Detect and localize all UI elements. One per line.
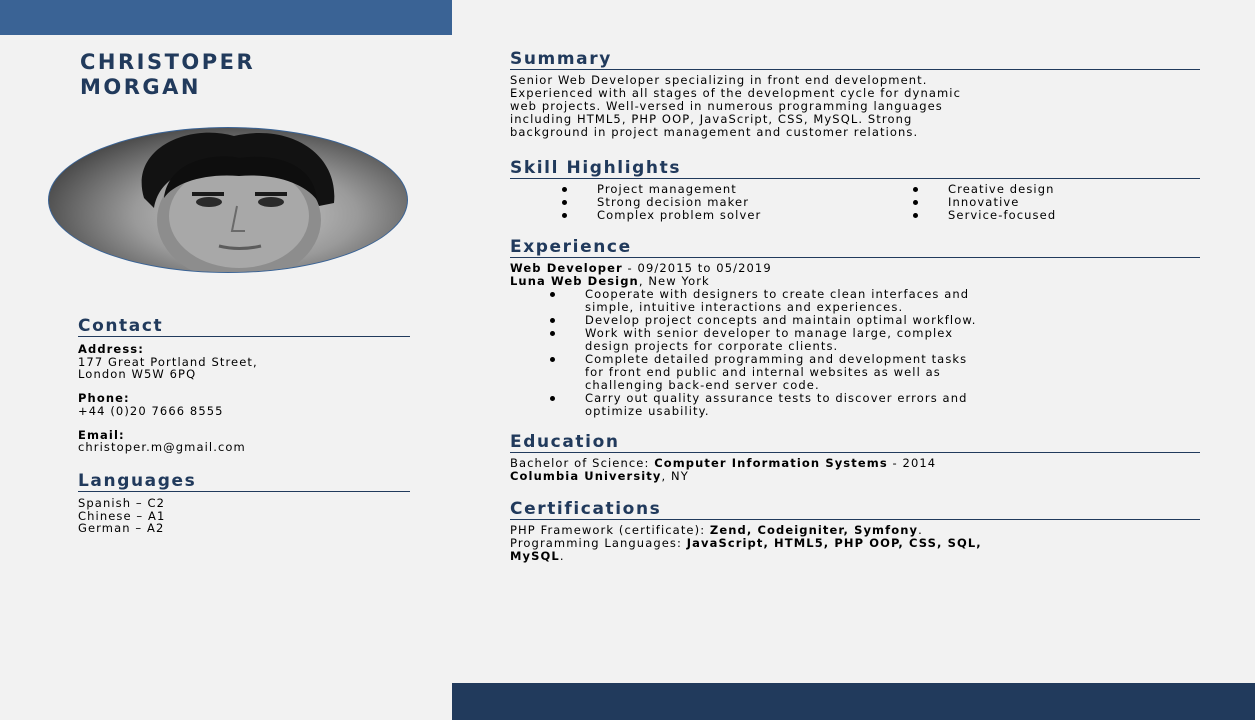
last-name: MORGAN <box>80 75 201 99</box>
summary-section <box>510 50 1200 139</box>
summary-line: including HTML5, PHP OOP, JavaScript, CSS, MySQL. Strong <box>510 112 913 126</box>
contact-heading: Contact <box>78 316 410 337</box>
experience-line: Work with senior developer to manage large, complex <box>585 326 954 340</box>
profile-photo <box>48 127 408 273</box>
address-label: Address: <box>78 342 144 356</box>
skill-item: Innovative <box>948 196 1056 209</box>
language-item: Chinese – A1 <box>78 508 166 523</box>
summary-line: Senior Web Developer specializing in front end development. <box>510 73 928 87</box>
experience-bullets <box>585 288 1200 418</box>
address-line-1: 177 Great Portland Street, <box>78 354 258 369</box>
footer-accent-bar <box>452 683 1255 720</box>
cert-line-2 <box>510 537 1200 550</box>
summary-heading: Summary <box>510 50 1200 70</box>
school-line <box>510 470 1200 483</box>
experience-heading: Experience <box>510 238 1200 258</box>
school-name: Columbia University <box>510 469 662 483</box>
email-value: christoper.m@gmail.com <box>78 440 246 455</box>
skills-column-1 <box>597 183 948 222</box>
certifications-body <box>510 524 1200 563</box>
phone-label: Phone: <box>78 391 130 406</box>
summary-text <box>510 74 1200 139</box>
experience-line: Carry out quality assurance tests to discover errors and <box>585 391 968 405</box>
contact-section <box>78 316 410 454</box>
skill-item: Complex problem solver <box>597 209 948 222</box>
degree-prefix: Bachelor of Science: <box>510 456 655 470</box>
languages-section <box>78 471 410 535</box>
education-section <box>510 433 1200 483</box>
education-body <box>510 457 1200 483</box>
languages-list <box>78 497 410 535</box>
skills-section <box>510 159 1200 222</box>
cert-prefix: Programming Languages: <box>510 536 687 550</box>
cert-suffix: . <box>559 549 565 563</box>
portrait-illustration <box>49 128 407 272</box>
cert-languages-cont: MySQL <box>510 549 560 563</box>
experience-section <box>510 238 1200 418</box>
job-title: Web Developer <box>510 261 623 275</box>
skills-list <box>510 183 1200 222</box>
experience-line: optimize usability. <box>585 404 710 418</box>
language-item: Spanish – C2 <box>78 496 166 510</box>
phone-block <box>78 392 410 417</box>
experience-line: Complete detailed programming and development tasks <box>585 352 968 366</box>
first-name: CHRISTOPER <box>80 50 256 74</box>
phone-value: +44 (0)20 7666 8555 <box>78 403 224 418</box>
certifications-section <box>510 500 1200 563</box>
company-location: , New York <box>638 274 710 288</box>
experience-item <box>585 392 1200 418</box>
summary-line: background in project management and customer relations. <box>510 125 919 139</box>
experience-line: Cooperate with designers to create clean interfaces and <box>585 287 970 301</box>
cert-prefix: PHP Framework (certificate): <box>510 523 710 537</box>
experience-item <box>585 288 1200 314</box>
cert-languages: JavaScript, HTML5, PHP OOP, CSS, SQL, <box>686 536 982 550</box>
degree-year: - 2014 <box>887 456 937 470</box>
candidate-name <box>80 50 255 100</box>
certifications-heading: Certifications <box>510 500 1200 520</box>
experience-line: design projects for corporate clients. <box>585 339 839 353</box>
address-block <box>78 343 410 381</box>
job-dates: - 09/2015 to 05/2019 <box>622 261 772 275</box>
experience-line: Develop project concepts and maintain optimal workflow. <box>585 313 977 327</box>
skill-item: Service-focused <box>948 208 1057 222</box>
email-label: Email: <box>78 427 125 442</box>
summary-line: Experienced with all stages of the development cycle for dynamic <box>510 86 961 100</box>
experience-item <box>585 353 1200 392</box>
education-heading: Education <box>510 433 1200 453</box>
languages-heading: Languages <box>78 471 410 492</box>
email-block <box>78 429 410 454</box>
address-line-2: London W5W 6PQ <box>78 367 197 382</box>
summary-line: web projects. Well-versed in numerous programming languages <box>510 99 943 113</box>
skill-item: Project management <box>597 183 948 196</box>
skill-item: Creative design <box>948 182 1055 196</box>
skills-column-2 <box>948 183 1056 222</box>
cert-line-3 <box>510 550 1200 563</box>
skill-item: Strong decision maker <box>597 196 948 209</box>
experience-line: simple, intuitive interactions and experiences. <box>585 300 904 314</box>
language-item: German – A2 <box>78 521 165 536</box>
school-location: , NY <box>661 469 689 483</box>
experience-line: challenging back-end server code. <box>585 378 820 392</box>
skills-heading: Skill Highlights <box>510 159 1200 179</box>
experience-line: for front end public and internal websites as well as <box>585 365 941 379</box>
header-accent-bar <box>0 0 452 35</box>
cert-suffix: . <box>918 523 923 537</box>
company-name: Luna Web Design <box>510 274 639 288</box>
degree-name: Computer Information Systems <box>654 456 888 470</box>
experience-body <box>510 262 1200 418</box>
cert-frameworks: Zend, Codeigniter, Symfony <box>709 523 919 537</box>
experience-item <box>585 327 1200 353</box>
